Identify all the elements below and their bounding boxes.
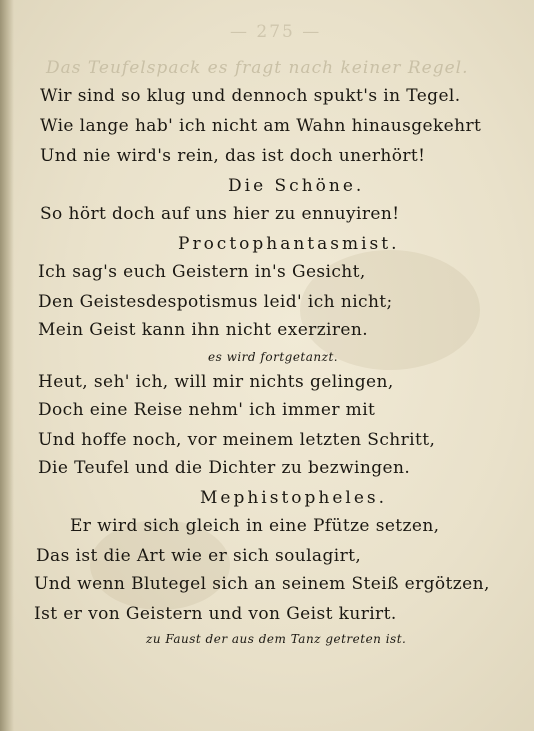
page-header — [0, 22, 534, 82]
verse-line: Wie lange hab' ich nicht am Wahn hinausgekehrt — [40, 116, 482, 136]
page-gutter-shadow — [0, 0, 14, 731]
verse-line: Ich sag's euch Geistern in's Gesicht, — [38, 262, 366, 282]
verse-line: Den Geistesdespotismus leid' ich nicht; — [38, 292, 393, 312]
verse-line: Er wird sich gleich in eine Pfütze setzen, — [70, 516, 440, 536]
verse-line: Heut, seh' ich, will mir nichts gelingen, — [38, 372, 394, 392]
page-number: — 275 — — [230, 22, 322, 42]
speaker-name: Proctophantasmist. — [178, 234, 400, 254]
verse-line: Und wenn Blutegel sich an seinem Steiß ergötzen, — [34, 574, 490, 594]
verse-line: Und hoffe noch, vor meinem letzten Schritt, — [38, 430, 436, 450]
verse-line: Das ist die Art wie er sich soulagirt, — [36, 546, 362, 566]
stage-direction: zu Faust der aus dem Tanz getreten ist. — [146, 632, 407, 646]
verse-line: Wir sind so klug und dennoch spukt's in Tegel. — [40, 86, 461, 106]
speaker-name: Die Schöne. — [228, 176, 365, 196]
speaker-name: Mephistopheles. — [200, 488, 388, 508]
verse-line: Mein Geist kann ihn nicht exerziren. — [38, 320, 369, 340]
stage-direction: es wird fortgetanzt. — [208, 350, 339, 364]
verse-line: Doch eine Reise nehm' ich immer mit — [38, 400, 376, 420]
verse-line: Ist er von Geistern und von Geist kurirt. — [34, 604, 397, 624]
running-head: Das Teufelspack es fragt nach keiner Regel. — [46, 58, 469, 78]
verse-line: So hört doch auf uns hier zu ennuyiren! — [40, 204, 400, 224]
verse-line: Und nie wird's rein, das ist doch unerhört! — [40, 146, 426, 166]
verse-line: Die Teufel und die Dichter zu bezwingen. — [38, 458, 411, 478]
